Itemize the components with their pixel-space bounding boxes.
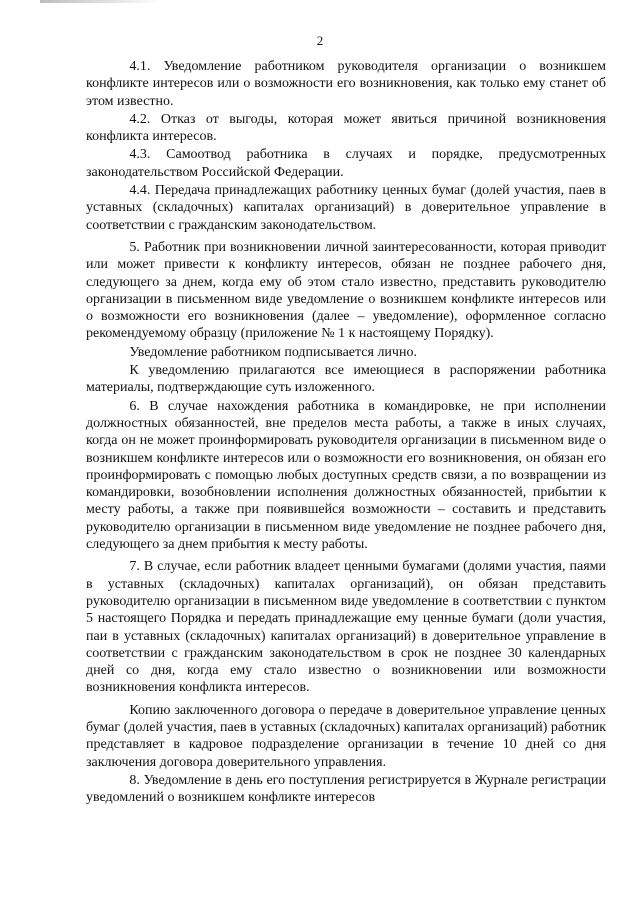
paragraph-signature-note: Уведомление работником подписывается лично.	[129, 344, 417, 360]
paragraph-attachments-note: К уведомлению прилагаются все имеющиеся в распоряжении работника материалы, подтверждающие суть изложенного.	[86, 363, 606, 396]
paragraph-6: 6. В случае нахождения работника в командировке, не при исполнении должностных обязанностей, вне пределов места работы, а также в иных случаях, когда он не может проинформировать руководителя организации в письменном виде о возникшем конфликте интересов или о возможности его возникновения, он обязан его проинформировать с помощью любых доступных средств связи, а по возвращении из командировки, возобновлении исполнения должностных обязанностей, прибытии к месту работы, а также при появившейся возможности – составить и представить руководителю организации в письменном виде уведомление не позднее рабочего дня, следующего за днем прибытия к месту работы.	[86, 398, 606, 553]
page-number: 2	[316, 33, 324, 48]
paragraph-5: 5. Работник при возникновении личной заинтересованности, которая приводит или может привести к конфликту интересов, обязан не позднее рабочего дня, следующего за днем, когда ему об этом стало известно, представить руководителю организации в письменном виде уведомление о возникшем конфликте интересов или о возможности его возникновения (далее – уведомление), оформленное согласно рекомендуемому образцу (приложение № 1 к настоящему Порядку).	[86, 239, 606, 342]
paragraph-8: 8. Уведомление в день его поступления регистрируется в Журнале регистрации уведомлений о возникшем конфликте интересов	[86, 772, 606, 806]
paragraph-4-3: 4.3. Самоотвод работника в случаях и порядке, предусмотренных законодательством Российской Федерации.	[86, 147, 606, 180]
paragraph-7: 7. В случае, если работник владеет ценными бумагами (долями участия, паями в уставных (складочных) капиталах организаций), он обязан представить руководителю организации в письменном виде уведомление в соответствии с пунктом 5 настоящего Порядка и передать принадлежащие ему ценные бумаги (доли участия, паи в уставных (складочных) капиталах организаций) в доверительное управление в соответствии с гражданским законодательством в срок не позднее 30 календарных дней со дня, когда ему стало известно о возникновении или возможности возникновения конфликта интересов.	[86, 559, 606, 696]
paragraph-4-4: 4.4. Передача принадлежащих работнику ценных бумаг (долей участия, паев в уставных (складочных) капиталах организаций) в доверительное управление в соответствии с гражданским законодательством.	[86, 183, 606, 233]
scan-artifact	[40, 0, 160, 3]
paragraph-4-2: 4.2. Отказ от выгоды, которая может явиться причиной возникновения конфликта интересов.	[86, 111, 606, 145]
paragraph-contract-copy: Копию заключенного договора о передаче в доверительное управление ценных бумаг (долей участия, паев в уставных (складочных) капиталах организаций) работник представляет в кадровое подразделение организации в течение 10 дней со дня заключения договора доверительного управления.	[86, 702, 606, 770]
paragraph-4-1: 4.1. Уведомление работником руководителя организации о возникшем конфликте интересов или о возможности его возникновения, как только ему станет об этом известно.	[86, 59, 606, 109]
document-body	[86, 58, 606, 806]
